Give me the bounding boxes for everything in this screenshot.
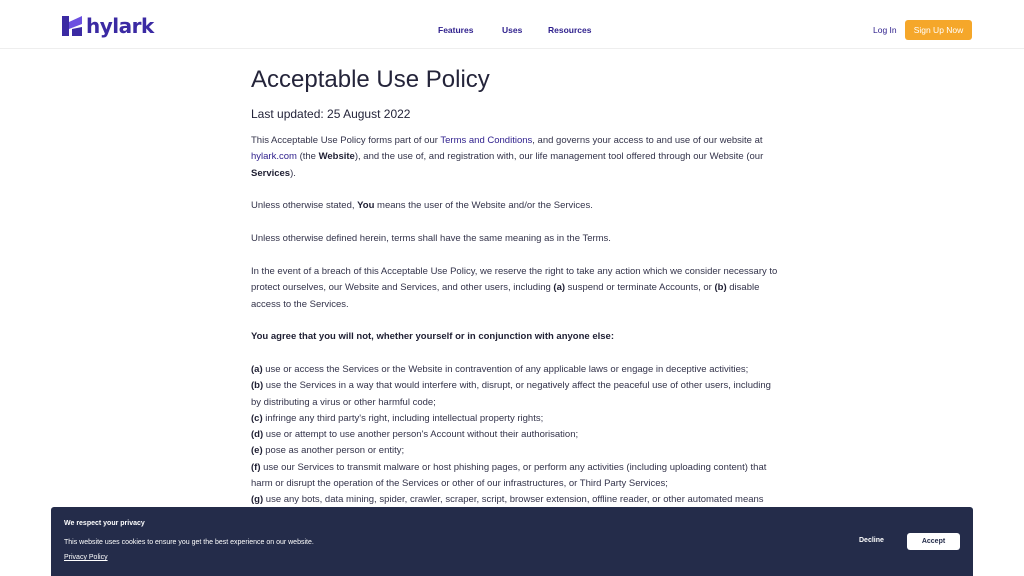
breach-paragraph: In the event of a breach of this Acceptable Use Policy, we reserve the right to take any action which we consider necessary to protect ourselves, our Website and Services, and other users, including (a) suspend or terminate Accounts, or (b) disable access to the Services. <box>251 266 778 310</box>
main-nav <box>0 25 1024 37</box>
list-item: (e) pose as another person or entity; <box>251 445 405 457</box>
last-updated: Last updated: 25 August 2022 <box>251 107 411 121</box>
privacy-policy-link[interactable]: Privacy Policy <box>64 554 108 561</box>
signup-button[interactable]: Sign Up Now <box>905 20 972 40</box>
defined-paragraph: Unless otherwise defined herein, terms shall have the same meaning as in the Terms. <box>251 233 611 244</box>
list-item: (d) use or attempt to use another person's Account without their authorisation; <box>251 429 579 441</box>
list-item: (f) use our Services to transmit malware or host phishing pages, or perform any activities (including uploading content) that harm or disrupt the operation of the Services or other of our infrastructures, or Third Party Services; <box>251 461 767 490</box>
list-item: (c) infringe any third party's right, including intellectual property rights; <box>251 412 544 424</box>
intro-paragraph: This Acceptable Use Policy forms part of our Terms and Conditions, and governs your access to and use of our website at hylark.com (the Website), and the use of, and registration with, our life management tool offered through our Website (our Services). <box>251 135 764 179</box>
list-item: (a) use or access the Services or the Website in contravention of any applicable laws or engage in deceptive activities; <box>251 364 749 375</box>
policy-list <box>251 362 781 509</box>
nav-uses[interactable]: Uses <box>502 25 523 35</box>
accept-button[interactable]: Accept <box>907 533 960 550</box>
nav-resources[interactable]: Resources <box>548 25 592 35</box>
site-header <box>0 0 1024 49</box>
page-title: Acceptable Use Policy <box>251 66 490 93</box>
terms-link[interactable]: Terms and Conditions <box>440 135 533 146</box>
list-item: (g) use any bots, data mining, spider, crawler, scraper, script, browser extension, offline reader, or other automated means <box>251 494 764 506</box>
you-paragraph: Unless otherwise stated, You means the user of the Website and/or the Services. <box>251 200 593 211</box>
site-link[interactable]: hylark.com <box>251 151 297 163</box>
list-item: (b) use the Services in a way that would interfere with, disrupt, or negatively affect the peaceful use of other users, including by distributing a virus or other harmful code; <box>251 380 771 408</box>
cookie-text: This website uses cookies to ensure you get the best experience on our website. <box>64 539 314 546</box>
login-link[interactable]: Log In <box>873 25 897 35</box>
nav-features[interactable]: Features <box>438 25 474 35</box>
brand-name: hylark <box>86 14 154 38</box>
policy-content <box>251 66 781 506</box>
agree-heading: You agree that you will not, whether yourself or in conjunction with anyone else: <box>251 331 614 342</box>
cookie-title: We respect your privacy <box>64 520 145 527</box>
decline-button[interactable]: Decline <box>859 537 884 544</box>
cookie-banner <box>51 507 973 576</box>
